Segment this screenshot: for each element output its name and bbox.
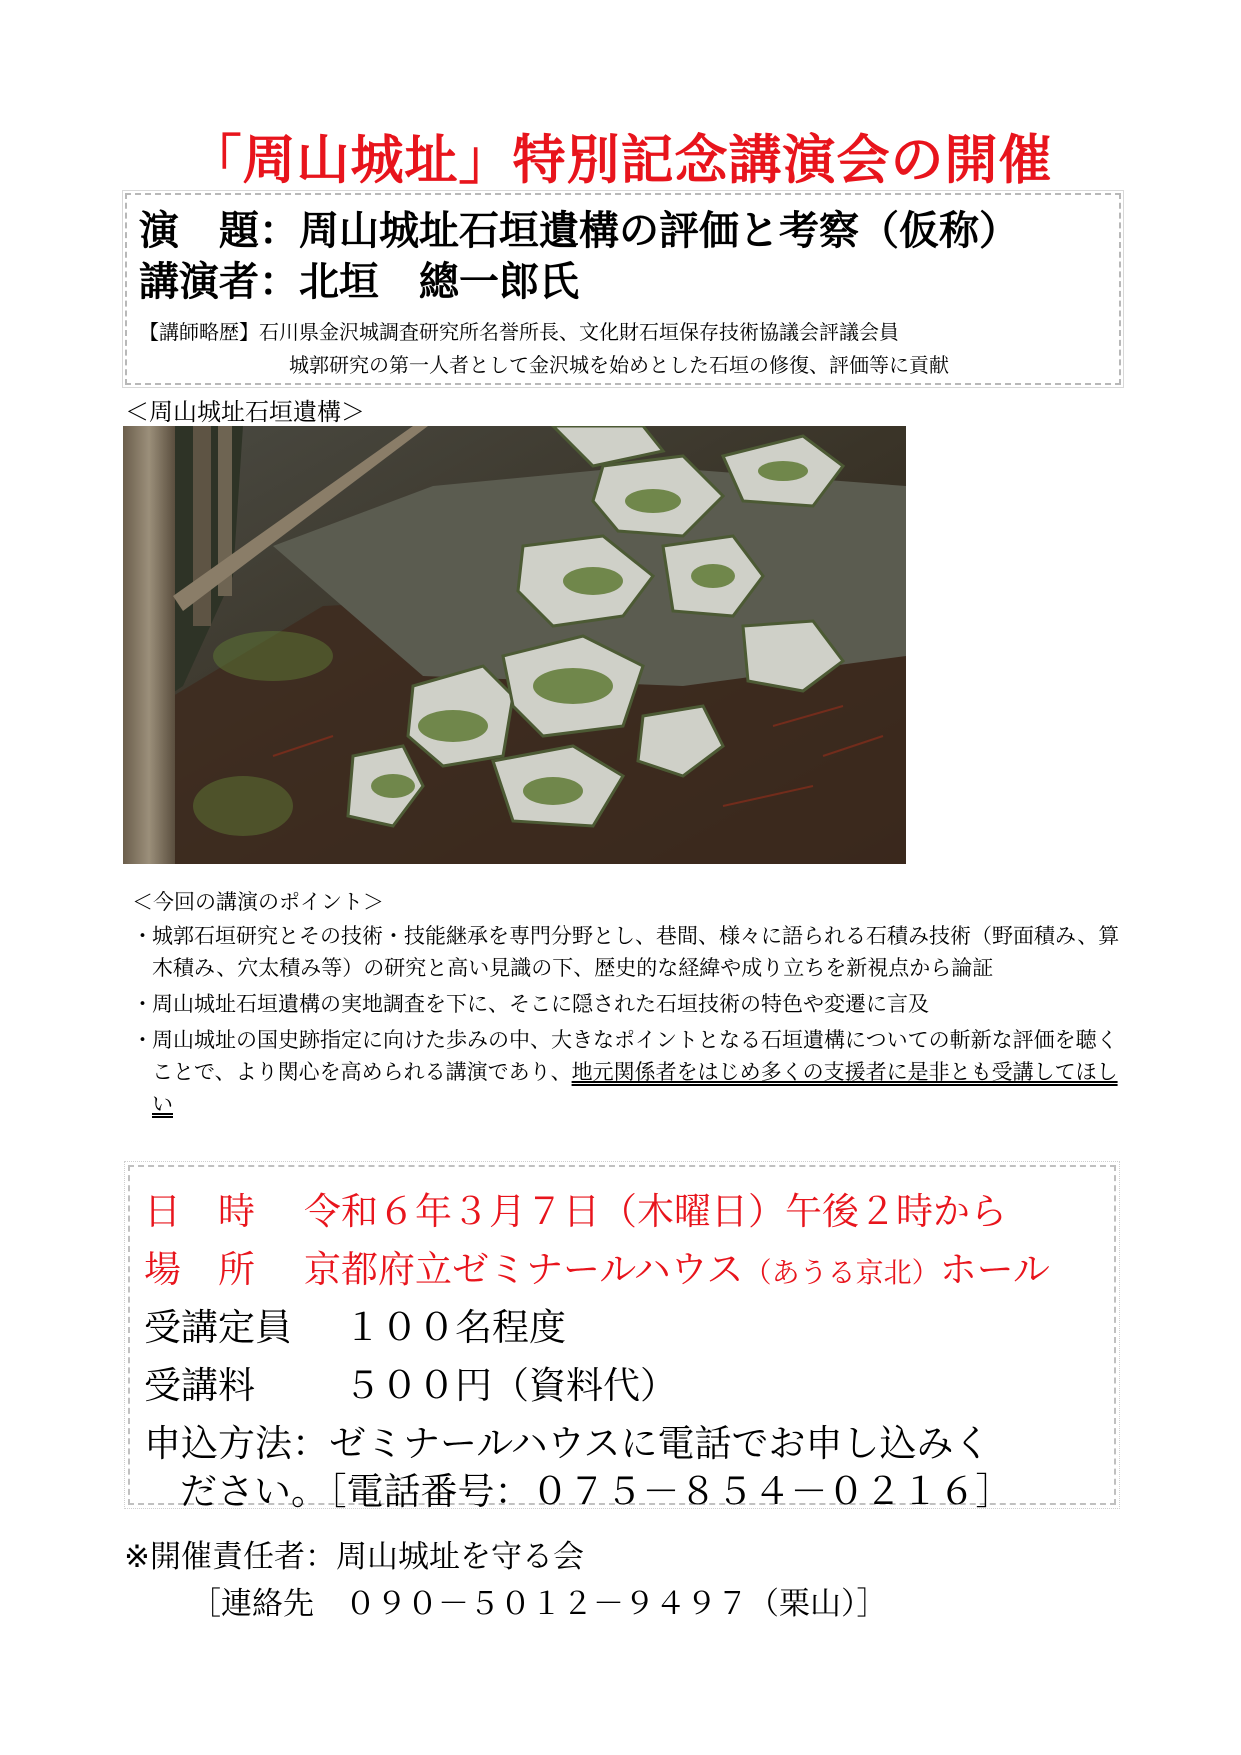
speaker-name: 北垣 總一郎氏: [299, 259, 579, 305]
capacity-value: １００名程度: [344, 1306, 566, 1349]
place-nickname: （あうる京北）: [743, 1256, 940, 1289]
point-text-3a: 周山城址の国史跡指定に向けた歩みの中、大きなポイントとなる石垣遺構についての斬新な評価を聴くことで、より関心を高められる講演であり、: [152, 1028, 1118, 1084]
organizer: ※開催責任者：周山城址を守る会: [124, 1539, 584, 1575]
bullet-mark: ・: [132, 1028, 153, 1052]
topic-line: [139, 199, 1019, 256]
page-title: 「周山城址」特別記念講演会の開催: [188, 130, 1053, 191]
apply-row: [144, 1413, 991, 1467]
capacity-row: [144, 1297, 566, 1351]
point-text-3: [152, 1024, 1122, 1120]
points-heading: ＜今回の講演のポイント＞: [132, 890, 384, 914]
event-info-box: [128, 1165, 1116, 1513]
fee-label: 受講料: [144, 1364, 255, 1407]
place-hall: ホール: [939, 1248, 1050, 1291]
speaker-label: 講演者：: [139, 259, 299, 305]
place-row: [144, 1239, 1050, 1293]
point-text-2: 周山城址石垣遺構の実地調査を下に、そこに隠された石垣技術の特色や変遷に言及: [152, 992, 929, 1016]
cv-line-2: 城郭研究の第一人者として金沢城を始めとした石垣の修復、評価等に貢献: [289, 353, 949, 377]
cv-line-1: [139, 316, 899, 345]
topic-label: 演 題：: [139, 208, 299, 254]
speaker-line: [139, 250, 579, 307]
lecture-box: [125, 193, 1121, 385]
point-text-3-underlined: 地元関係者をはじめ多くの支援者に是非とも受講してほしい: [152, 1060, 1118, 1116]
photo-caption: ＜周山城址石垣遺構＞: [125, 398, 365, 426]
topic-text: 周山城址石垣遺構の評価と考察（仮称）: [299, 208, 1019, 254]
apply-label: 申込方法：: [144, 1422, 329, 1465]
apply-row-2: ださい。［電話番号：０７５－８５４－０２１６］: [180, 1470, 1013, 1513]
date-row: [144, 1181, 1007, 1235]
date-label: 日 時: [144, 1190, 255, 1233]
point-text-1: 城郭石垣研究とその技術・技能継承を専門分野とし、巷間、様々に語られる石積み技術（野面積み、算木積み、穴太積み等）の研究と高い見識の下、歴史的な経緯や成り立ちを新視点から論証: [152, 924, 1120, 980]
point-item-2: [132, 988, 1122, 1020]
place-value: 京都府立ゼミナールハウス: [304, 1248, 744, 1291]
cv-text-1: 石川県金沢城調査研究所名誉所長、文化財石垣保存技術協議会評議会員: [259, 320, 899, 344]
apply-text-1: ゼミナールハウスに電話でお申し込みく: [329, 1422, 991, 1465]
lecture-points: [132, 886, 1122, 1124]
fee-value: ５００円（資料代）: [344, 1364, 677, 1407]
cv-label: 【講師略歴】: [139, 320, 259, 344]
point-item-1: [132, 920, 1122, 984]
capacity-label: 受講定員: [144, 1306, 292, 1349]
contact: ［連絡先 ０９０－５０１２－９４９７（栗山）］: [190, 1586, 888, 1622]
point-item-3: [132, 1024, 1122, 1120]
stone-wall-photo: [123, 426, 906, 864]
fee-row: [144, 1355, 677, 1409]
place-label: 場 所: [144, 1248, 255, 1291]
bullet-mark: ・: [132, 924, 153, 948]
date-value: 令和６年３月７日（木曜日）午後２時から: [304, 1190, 1007, 1233]
bullet-mark: ・: [132, 992, 153, 1016]
